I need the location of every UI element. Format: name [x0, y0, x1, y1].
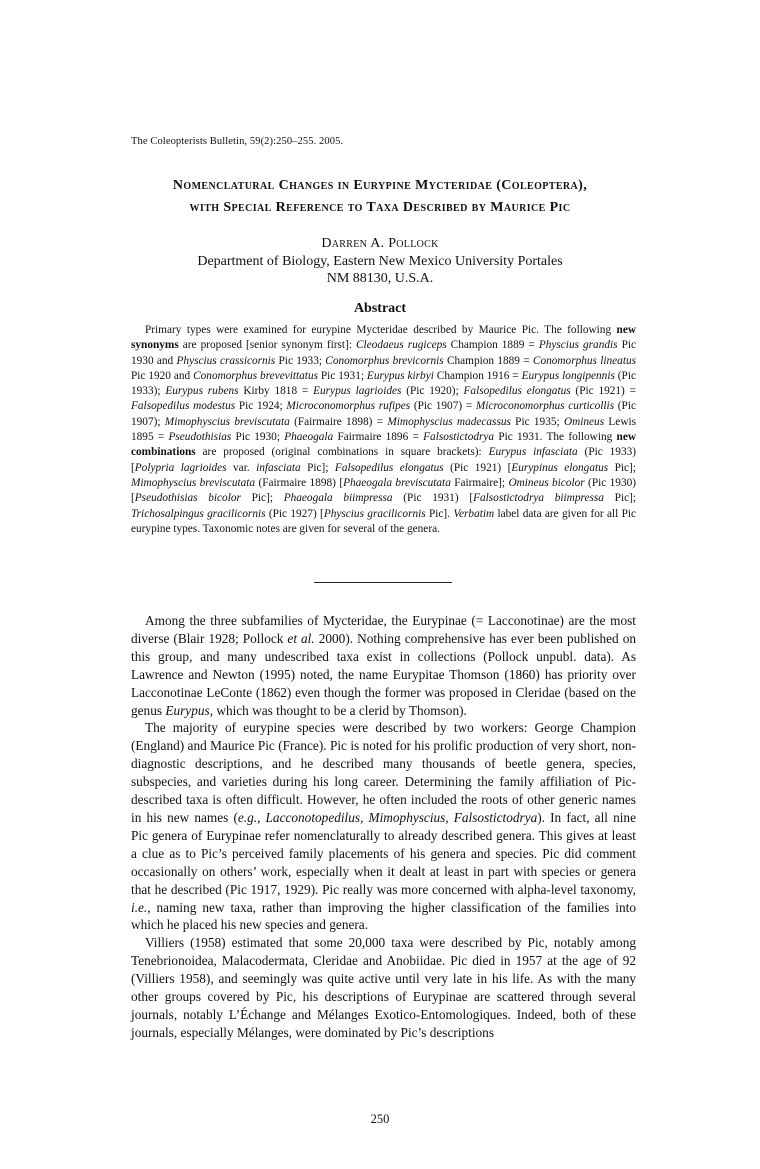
paper-title-line-1: Nomenclatural Changes in Eurypine Mycteridae (Coleoptera), [172, 178, 588, 193]
body-paragraph-3: Villiers (1958) estimated that some 20,000 taxa were described by Pic, notably among Tenebrionoidea, Malacodermata, Cleridae and Anobiidae. Pic died in 1957 at the age of 92 (Villiers 1958), and seemingly was quite active until very late in his life. As with the many other groups covered by Pic, his descriptions of Eurypinae are scattered through several journals, notably L’Échange and Mélanges Exotico-Entomologiques. Indeed, both of these journals, especially Mélanges, were dominated by Pic’s descriptions [131, 935, 636, 1040]
paper-title-line-2: with Special Reference to Taxa Described by Maurice Pic [189, 200, 571, 215]
body-paragraph-1: Among the three subfamilies of Mycteridae, the Eurypinae (= Lacconotinae) are the most diverse (Blair 1928; Pollock et al. 2000). Nothing comprehensive has ever been published on this group, and many undescribed taxa exist in collections (Pollock unpubl. data). As Lawrence and Newton (1995) noted, the name Eurypitae Thomson (1860) has priority over Lacconotinae LeConte (1862) even though the former was proposed in Cleridae (based on the genus Eurypus, which was thought to be a clerid by Thomson). [131, 613, 636, 718]
body-paragraph-2: The majority of eurypine species were described by two workers: George Champion (England) and Maurice Pic (France). Pic is noted for his prolific production of very short, non-diagnostic descriptions, and he described many thousands of beetle genera, species, subspecies, and varieties during his long career. Determining the family affiliation of Pic-described taxa is often difficult. However, he often included the roots of other generic names in his new names (e.g., Lacconotopedilus, Mimophyscius, Falsostictodrya). In fact, all nine Pic genera of Eurypinae refer nomenclaturally to already described genera. This gives at least a clue as to Pic’s perceived family placements of his genera and species. Pic did comment occasionally on others’ work, especially when it dealt at least in part with species or genera that he described (Pic 1917, 1929). Pic really was more concerned with alpha-level taxonomy, i.e., naming new taxa, rather than improving the higher classification of the families into which he placed his new species and genera. [131, 720, 636, 933]
abstract-text: Primary types were examined for eurypine Mycteridae described by Maurice Pic. The following new synonyms are proposed [senior synonym first]: Cleodaeus rugiceps Champion 1889 = Physcius grandis Pic 1930 and Physcius crassicornis Pic 1933; Conomorphus brevicornis Champion 1889 = Conomorphus lineatus Pic 1920 and Conomorphus brevevittatus Pic 1931; Eurypus kirbyi Champion 1916 = Eurypus longipennis (Pic 1933); Eurypus rubens Kirby 1818 = Eurypus lagrioides (Pic 1920); Falsopedilus elongatus (Pic 1921) = Falsopedilus modestus Pic 1924; Microconomorphus rufipes (Pic 1907) = Microconomorphus curticollis (Pic 1907); Mimophyscius breviscutata (Fairmaire 1898) = Mimophyscius madecassus Pic 1935; Omineus Lewis 1895 = Pseudothisias Pic 1930; Phaeogala Fairmaire 1896 = Falsostictodrya Pic 1931. The following new combinations are proposed (original combinations in square brackets): Eurypus infasciata (Pic 1933) [Polypria lagrioides var. infasciata Pic]; Falsopedilus elongatus (Pic 1921) [Eurypinus elongatus Pic]; Mimophyscius breviscutata (Fairmaire 1898) [Phaeogala breviscutata Fairmaire]; Omineus bicolor (Pic 1930) [Pseudothisias bicolor Pic]; Phaeogala biimpressa (Pic 1931) [Falsostictodrya biimpressa Pic]; Trichosalpingus gracilicornis (Pic 1927) [Physcius gracilicornis Pic]. Verbatim label data are given for all Pic eurypine types. Taxonomic notes are given for several of the genera. [131, 324, 637, 535]
author-affiliation-line-2: NM 88130, U.S.A. [326, 271, 434, 286]
journal-citation: The Coleopterists Bulletin, 59(2):250–255. 2005. [131, 136, 344, 147]
author-name: Darren A. Pollock [321, 236, 439, 251]
author-affiliation-line-1: Department of Biology, Eastern New Mexico University Portales [197, 254, 563, 269]
page-number: 250 [370, 1112, 390, 1126]
section-divider-rule [314, 582, 452, 583]
abstract-heading: Abstract [353, 301, 407, 316]
body-text [131, 612, 636, 1042]
